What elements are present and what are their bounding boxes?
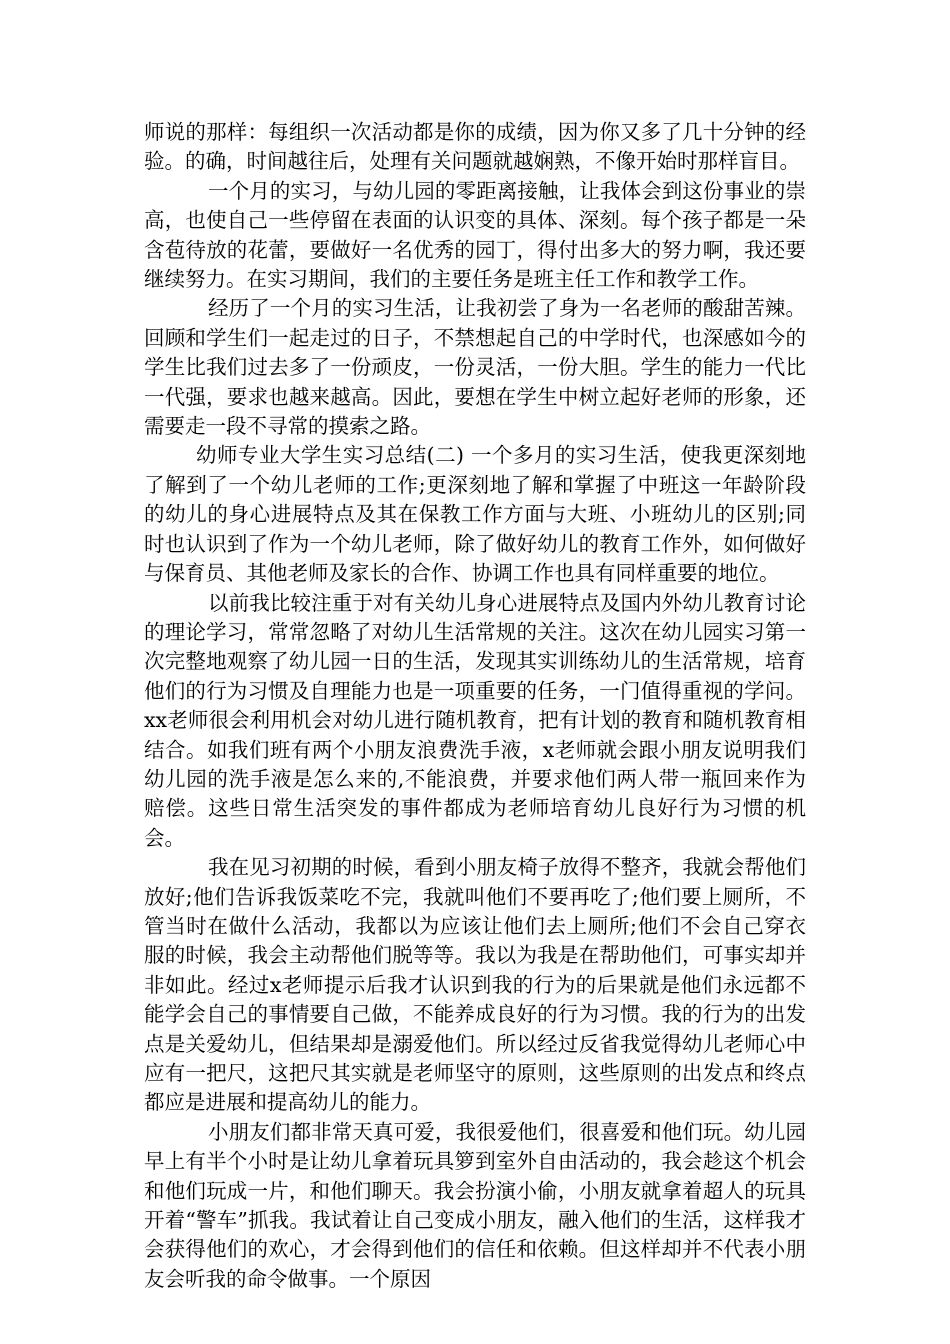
paragraph-3: 经历了一个月的实习生活，让我初尝了身为一名老师的酸甜苦辣。回顾和学生们一起走过的日子，不禁想起自己的中学时代，也深感如今的学生比我们过去多了一份顽皮，一份灵活，一份大胆。学生的能力一代比一代强，要求也越来越高。因此，要想在学生中树立起好老师的形象，还需要走一段不寻常的摸索之路。: [144, 296, 806, 439]
paragraph-2: 一个月的实习，与幼儿园的零距离接触，让我体会到这份事业的崇高，也使自己一些停留在表面的认识变的具体、深刻。每个孩子都是一朵含苞待放的花蕾，要做好一名优秀的园丁，得付出多大的努力啊，我还要继续努力。在实习期间，我们的主要任务是班主任工作和教学工作。: [144, 178, 806, 292]
paragraph-4: 幼师专业大学生实习总结(二) 一个多月的实习生活，使我更深刻地了解到了一个幼儿老师的工作;更深刻地了解和掌握了中班这一年龄阶段的幼儿的身心进展特点及其在保教工作方面与大班、小班幼儿的区别;同时也认识到了作为一个幼儿老师，除了做好幼儿的教育工作外，如何做好与保育员、其他老师及家长的合作、协调工作也具有同样重要的地位。: [144, 443, 806, 586]
paragraph-7: 小朋友们都非常天真可爱，我很爱他们，很喜爱和他们玩。幼儿园早上有半个小时是让幼儿拿着玩具箩到室外自由活动的，我会趁这个机会和他们玩成一片，和他们聊天。我会扮演小偷，小朋友就拿着超人的玩具开着“警车”抓我。我试着让自己变成小朋友，融入他们的生活，这样我才会获得他们的欢心，才会得到他们的信任和依赖。但这样却并不代表小朋友会听我的命令做事。一个原因: [144, 1119, 806, 1291]
paragraph-6: 我在见习初期的时候，看到小朋友椅子放得不整齐，我就会帮他们放好;他们告诉我饭菜吃不完，我就叫他们不要再吃了;他们要上厕所，不管当时在做什么活动，我都以为应该让他们去上厕所;他们不会自己穿衣服的时候，我会主动帮他们脱等等。我以为我是在帮助他们，可事实却并非如此。经过x老师提示后我才认识到我的行为的后果就是他们永远都不能学会自己的事情要自己做，不能养成良好的行为习惯。我的行为的出发点是关爱幼儿，但结果却是溺爱他们。所以经过反省我觉得幼儿老师心中应有一把尺，这把尺其实就是老师坚守的原则，这些原则的出发点和终点都应是进展和提高幼儿的能力。: [144, 855, 806, 1115]
paragraph-5: 以前我比较注重于对有关幼儿身心进展特点及国内外幼儿教育讨论的理论学习，常常忽略了对幼儿生活常规的关注。这次在幼儿园实习第一次完整地观察了幼儿园一日的生活，发现其实训练幼儿的生活常规，培育他们的行为习惯及自理能力也是一项重要的任务，一门值得重视的学问。xx老师很会利用机会对幼儿进行随机教育，把有计划的教育和随机教育相结合。如我们班有两个小朋友浪费洗手液，x老师就会跟小朋友说明我们幼儿园的洗手液是怎么来的,不能浪费，并要求他们两人带一瓶回来作为赔偿。这些日常生活突发的事件都成为老师培育幼儿良好行为习惯的机会。: [144, 590, 806, 850]
document-body: [144, 118, 806, 1294]
paragraph-1: 师说的那样：每组织一次活动都是你的成绩，因为你又多了几十分钟的经验。的确，时间越往后，处理有关问题就越娴熟，不像开始时那样盲目。: [144, 120, 806, 174]
